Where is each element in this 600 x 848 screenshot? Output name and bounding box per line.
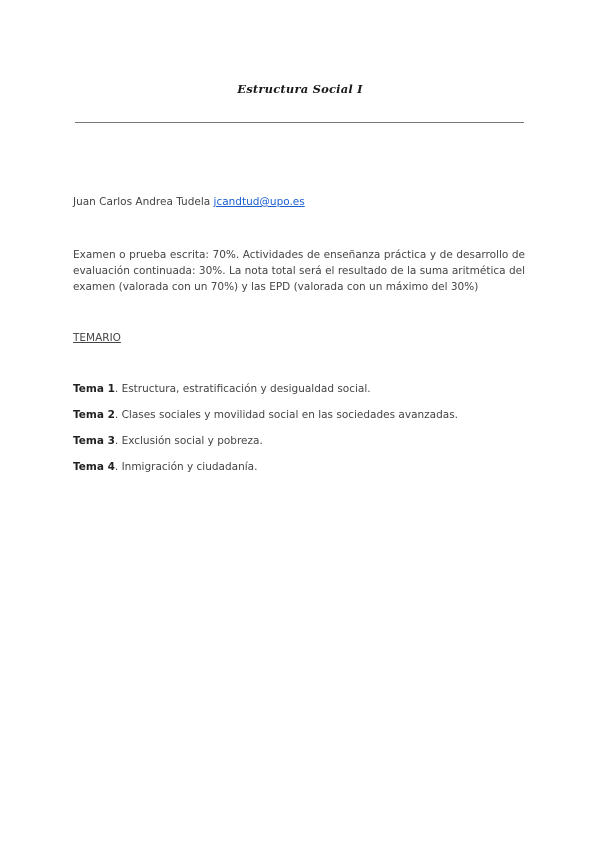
author-line	[73, 196, 305, 208]
topic-item	[73, 435, 263, 447]
author-email-link[interactable]: jcandtud@upo.es	[213, 196, 305, 208]
topic-label: Tema 4	[73, 461, 115, 473]
topic-item	[73, 461, 257, 473]
topic-label: Tema 1	[73, 383, 115, 395]
title-divider	[75, 122, 524, 123]
topic-text: . Estructura, estratificación y desigualdad social.	[114, 383, 371, 395]
author-name: Juan Carlos Andrea Tudela	[73, 196, 211, 208]
topic-text: . Exclusión social y pobreza.	[114, 435, 263, 447]
topic-text: . Inmigración y ciudadanía.	[114, 461, 258, 473]
topic-item	[73, 409, 458, 421]
temario-heading: TEMARIO	[73, 332, 121, 344]
topic-label: Tema 2	[73, 409, 115, 421]
topic-item	[73, 383, 371, 395]
document-title: Estructura Social I	[237, 82, 363, 96]
topic-label: Tema 3	[73, 435, 115, 447]
evaluation-paragraph: Examen o prueba escrita: 70%. Actividades de enseñanza práctica y de desarrollo de evaluación continuada: 30%. La nota total será el resultado de la suma aritmética del examen (valorada con un 70%) y las EPD (valorada con un máximo del 30%)	[73, 249, 525, 293]
topic-text: . Clases sociales y movilidad social en las sociedades avanzadas.	[114, 409, 459, 421]
